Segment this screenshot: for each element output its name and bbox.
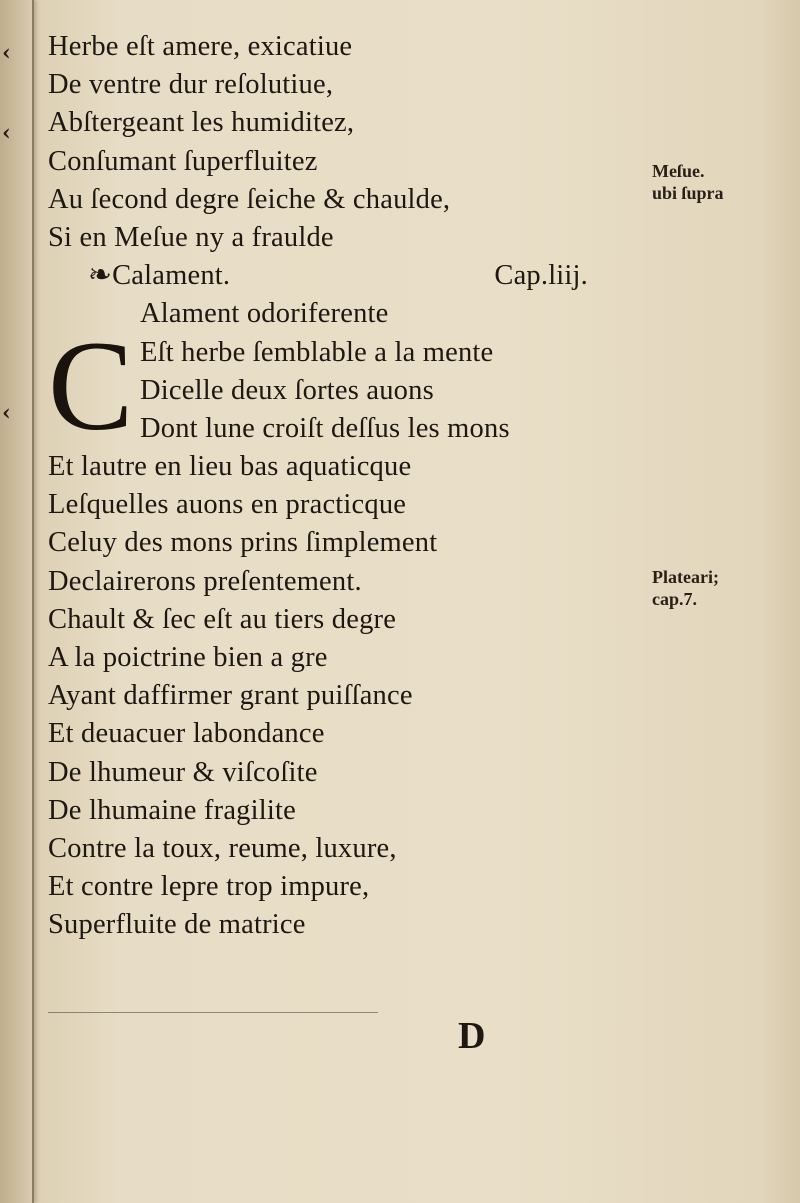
margin-note-line: Plateari; [652, 567, 719, 587]
verse-line: Herbe eſt amere, exicatiue [48, 31, 353, 62]
margin-note-platearius [652, 566, 719, 610]
chapter-heading [48, 257, 588, 295]
verse-line: De ventre dur reſolutiue, [48, 69, 334, 101]
chapter-title: Calament. [112, 260, 231, 292]
chapter-number: Cap.liij. [494, 260, 588, 292]
verse-line: Eſt herbe ſemblable a la mente [140, 336, 494, 368]
fleuron-icon: ❧ [88, 260, 113, 292]
verse-line: Ayant daffirmer grant puiſſance [48, 680, 413, 712]
text-end-rule [48, 1012, 378, 1013]
verse-line: Abſtergeant les humiditez, [48, 107, 355, 139]
page-gutter [0, 0, 34, 1203]
verse-line: Et lautre en lieu bas aquaticque [48, 451, 412, 483]
gutter-glyph: ‹ [2, 400, 11, 426]
verse-line: A la poictrine bien a gre [48, 642, 328, 673]
margin-note-mesue [652, 160, 724, 204]
verse-line: Contre la toux, reume, luxure, [48, 832, 397, 864]
verse-line: Celuy des mons prins ſimplement [48, 527, 438, 559]
gutter-glyph: ‹ [2, 120, 11, 146]
verse-line: Alament odoriferente [140, 298, 389, 330]
verse-line: Superfluite de matrice [48, 909, 306, 941]
verse-line: Au ſecond degre ſeiche & chaulde, [48, 183, 451, 215]
verse-line: Et deuacuer labondance [48, 718, 325, 750]
margin-note-line: ubi ſupra [652, 183, 724, 203]
verse-line: Dicelle deux ſortes auons [140, 374, 434, 406]
verse-line: Et contre lepre trop impure, [48, 871, 370, 903]
verse-line: De lhumaine fragilite [48, 794, 296, 826]
verse-line: De lhumeur & viſcoſite [48, 756, 318, 788]
signature-mark: D [458, 1015, 486, 1057]
verse-line: Leſquelles auons en practicque [48, 489, 407, 521]
verse-line: Conſumant ſuperfluitez [48, 145, 318, 177]
gutter-glyph: ‹ [2, 40, 11, 66]
verse-line: Dont lune croiſt deſſus les mons [140, 412, 510, 444]
margin-note-line: Meſue. [652, 161, 705, 181]
verse-line: Chault & ſec eſt au tiers degre [48, 603, 397, 635]
drop-cap-letter: C [48, 315, 134, 457]
verse-line: Declairerons preſentement. [48, 565, 362, 597]
margin-note-line: cap.7. [652, 589, 697, 609]
verse-text [48, 28, 588, 945]
verse-line: Si en Meſue ny a fraulde [48, 221, 334, 253]
